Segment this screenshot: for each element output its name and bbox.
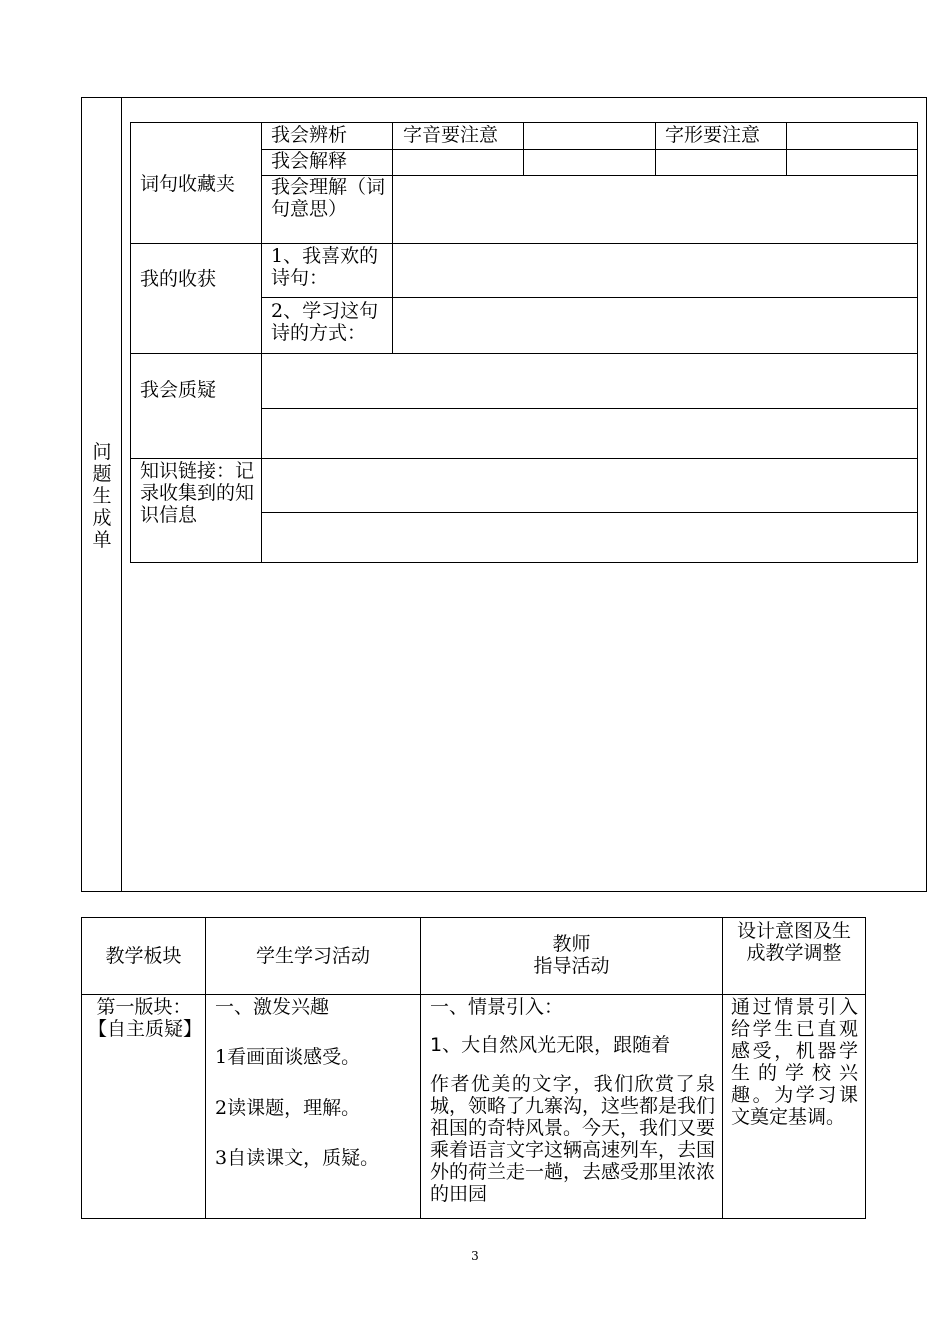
block-cell: 第一版块：【自主质疑】 bbox=[88, 996, 203, 1040]
student-item: 2读课题，理解。 bbox=[215, 1097, 361, 1119]
teacher-line1 bbox=[430, 1034, 670, 1057]
header-intent: 设计意图及生成教学调整 bbox=[736, 920, 851, 964]
favorite-line-label: 1、我喜欢的诗句： bbox=[271, 245, 379, 289]
side-title: 问题生成单 bbox=[92, 441, 112, 551]
student-item: 1看画面谈感受。 bbox=[215, 1046, 361, 1068]
teacher-line1-text: 、大自然风光无限，跟随着 bbox=[442, 1034, 671, 1056]
analyze-label: 我会辨析 bbox=[271, 124, 348, 146]
teacher-line1-number: 1 bbox=[430, 1034, 443, 1056]
teacher-title: 一、情景引入： bbox=[430, 996, 564, 1018]
student-item: 3自读课文，质疑。 bbox=[215, 1147, 380, 1169]
pronunciation-label: 字音要注意 bbox=[403, 124, 499, 146]
header-block: 教学板块 bbox=[105, 945, 182, 967]
glyph-label: 字形要注意 bbox=[665, 124, 761, 146]
intent-cell: 通过情景引入给学生已直观感受，机器学生的学校兴趣。为学习课文奠定基调。 bbox=[731, 996, 858, 1128]
header-teacher: 教师 指导活动 bbox=[533, 933, 610, 977]
explain-label: 我会解释 bbox=[271, 150, 348, 172]
question-label: 我会质疑 bbox=[140, 379, 217, 401]
header-student: 学生学习活动 bbox=[255, 945, 370, 967]
harvest-label: 我的收获 bbox=[140, 268, 217, 290]
knowledge-label: 知识链接：记录收集到的知识信息 bbox=[140, 460, 255, 526]
page-number: 3 bbox=[471, 1249, 479, 1263]
method-line-label: 2、学习这句诗的方式： bbox=[271, 300, 379, 344]
understand-label: 我会理解（词句意思） bbox=[271, 176, 386, 220]
vocab-label: 词句收藏夹 bbox=[140, 173, 236, 195]
teacher-body: 作者优美的文字，我们欣赏了泉城，领略了九寨沟，这些都是我们祖国的奇特风景。今天，我们又要乘着语言文字这辆高速列车，去国外的荷兰走一趟，去感受那里浓浓的田园 bbox=[430, 1073, 715, 1205]
student-item: 一、激发兴趣 bbox=[215, 996, 330, 1018]
